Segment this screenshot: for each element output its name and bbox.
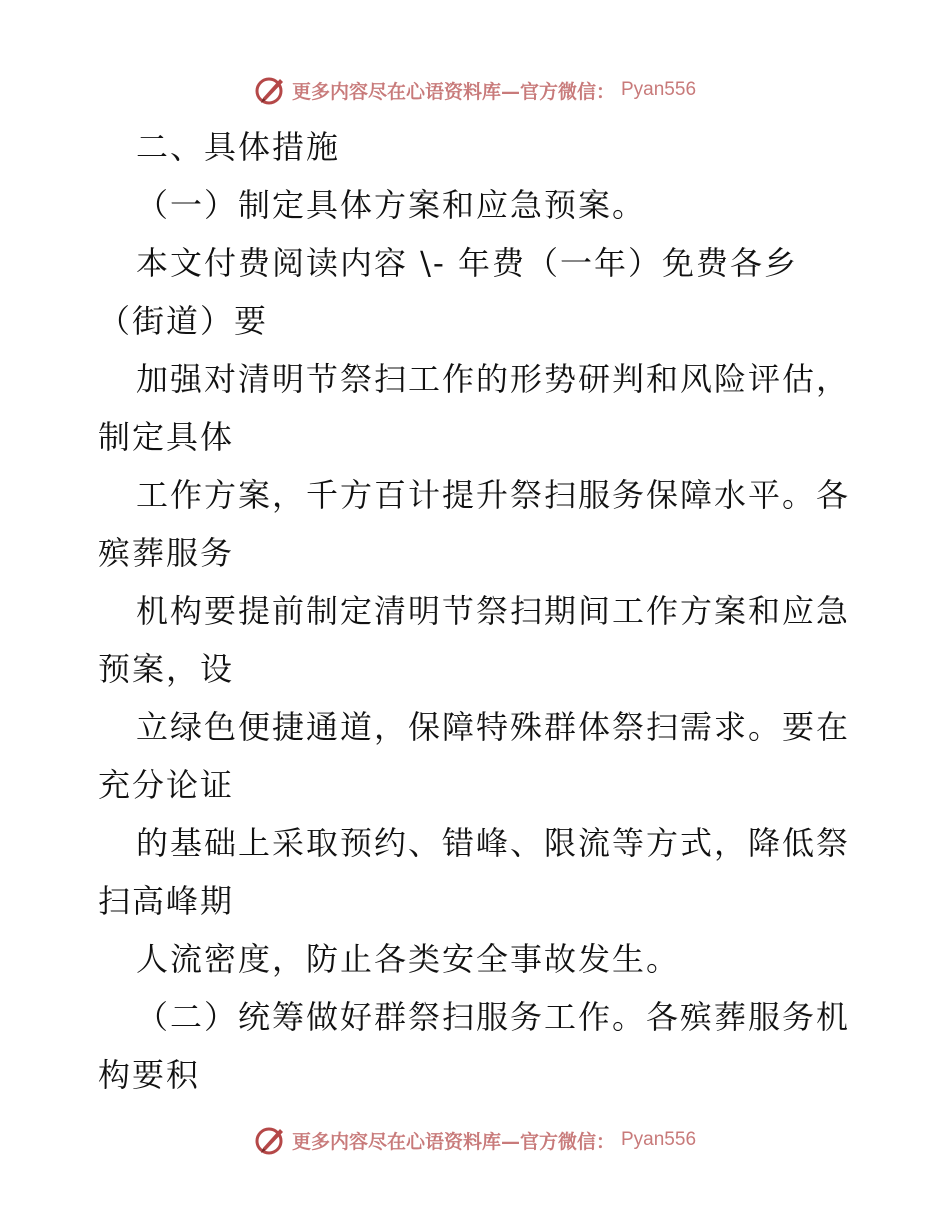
paragraph-line: 人流密度，防止各类安全事故发生。 [136,940,681,978]
paragraph-line: 的基础上采取预约、错峰、限流等方式，降低祭 [136,824,851,862]
watermark-account: Pyan556 [621,1129,697,1150]
paragraph-line: 立绿色便捷通道，保障特殊群体祭扫需求。要在 [136,708,851,746]
paragraph-line: 充分论证 [98,766,235,804]
header-watermark [0,70,950,110]
paragraph-line: 扫高峰期 [98,882,235,920]
paragraph-line: （街道）要 [98,302,269,340]
document-body [98,118,858,1104]
paragraph-line: 工作方案，千方百计提升祭扫服务保障水平。各 [136,476,851,514]
paragraph-line: 殡葬服务 [98,534,235,572]
section-heading: 二、具体措施 [136,128,341,166]
watermark-text: 更多内容尽在心语资料库—官方微信： [291,1130,615,1153]
footer-watermark [0,1120,950,1160]
quill-pen-logo-icon [254,1124,286,1156]
watermark-text: 更多内容尽在心语资料库—官方微信： [291,80,615,103]
subsection-heading: （二）统筹做好群祭扫服务工作。各殡葬服务机 [136,998,851,1036]
quill-pen-logo-icon [254,74,286,106]
paragraph-line: 加强对清明节祭扫工作的形势研判和风险评估， [136,360,851,398]
subsection-heading: （一）制定具体方案和应急预案。 [136,186,647,224]
watermark-account: Pyan556 [621,79,697,100]
paragraph-line: 制定具体 [98,418,235,456]
paragraph-line: 本文付费阅读内容 \- 年费（一年）免费各乡 [136,244,798,282]
paragraph-line: 构要积 [98,1056,201,1094]
paragraph-line: 机构要提前制定清明节祭扫期间工作方案和应急 [136,592,851,630]
paragraph-line: 预案，设 [98,650,235,688]
